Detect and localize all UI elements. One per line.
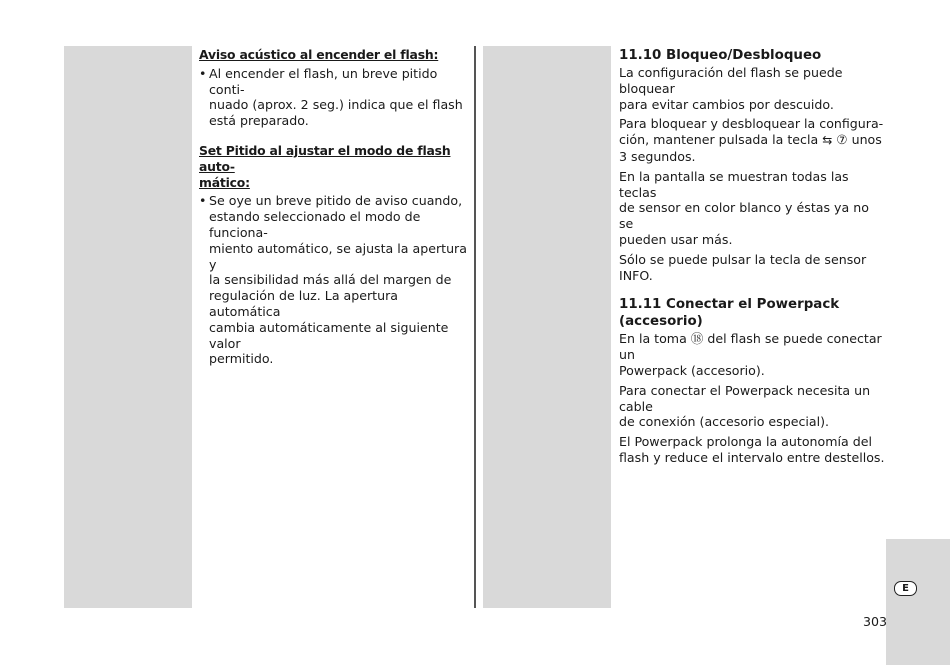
socket-number-icon: ⑱	[690, 331, 704, 347]
bullet-icon: •	[199, 193, 207, 209]
lock-key-icon: ⇆	[822, 133, 833, 148]
language-badge: E	[894, 581, 917, 596]
column-divider	[474, 46, 476, 608]
lock-paragraph-2	[619, 116, 887, 164]
beep-on-power-item	[199, 66, 469, 129]
powerpack-heading: 11.11 Conectar el Powerpack (accesorio)	[619, 297, 840, 330]
lock-paragraph-2-start: Para bloquear y desbloquear la configura- ción, mantener pulsada la tecla	[619, 116, 884, 148]
auto-mode-beep-item	[199, 193, 469, 367]
beep-on-power-text: Al encender el flash, un breve pitido conti- nuado (aprox. 2 seg.) indica que el flash está preparado.	[209, 65, 463, 129]
lock-paragraph-4: Sólo se puede pulsar la tecla de sensor INFO.	[619, 251, 867, 283]
left-margin-band	[64, 46, 192, 608]
powerpack-paragraph-3: El Powerpack prolonga la autonomía del flash y reduce el intervalo entre destellos.	[619, 434, 885, 465]
powerpack-paragraph-1	[619, 331, 887, 378]
beep-on-power-title: Aviso acústico al encender el flash:	[199, 47, 439, 62]
middle-margin-band	[483, 46, 611, 608]
lock-unlock-heading: 11.10 Bloqueo/Desbloqueo	[619, 48, 822, 63]
powerpack-paragraph-1-end: del flash se puede conectar un Powerpack (accesorio).	[619, 331, 882, 378]
lock-paragraph-2-end: unos 3 segundos.	[619, 132, 882, 164]
right-text-column	[619, 47, 887, 470]
key-number-icon: ⑦	[836, 132, 848, 148]
page-number: 303	[863, 614, 888, 629]
bullet-icon: •	[199, 65, 207, 81]
lock-paragraph-3: En la pantalla se muestran todas las teclas de sensor en color blanco y éstas ya no se pueden usar más.	[619, 168, 869, 247]
left-text-column	[199, 47, 469, 367]
auto-mode-beep-title: Set Pitido al ajustar el modo de flash auto- mático:	[199, 142, 451, 190]
powerpack-paragraph-1-start: En la toma	[619, 331, 691, 347]
powerpack-paragraph-2: Para conectar el Powerpack necesita un cable de conexión (accesorio especial).	[619, 382, 871, 430]
auto-mode-beep-text: Se oye un breve pitido de aviso cuando, estando seleccionado el modo de funciona- miento automático, se ajusta la apertura y la sensibilidad más allá del margen de regulación de luz. La apertura automática cambia automáticamente al siguiente valor permitido.	[209, 193, 467, 367]
language-tab	[886, 539, 950, 665]
lock-paragraph-1: La configuración del flash se puede bloquear para evitar cambios por descuido.	[619, 65, 843, 112]
